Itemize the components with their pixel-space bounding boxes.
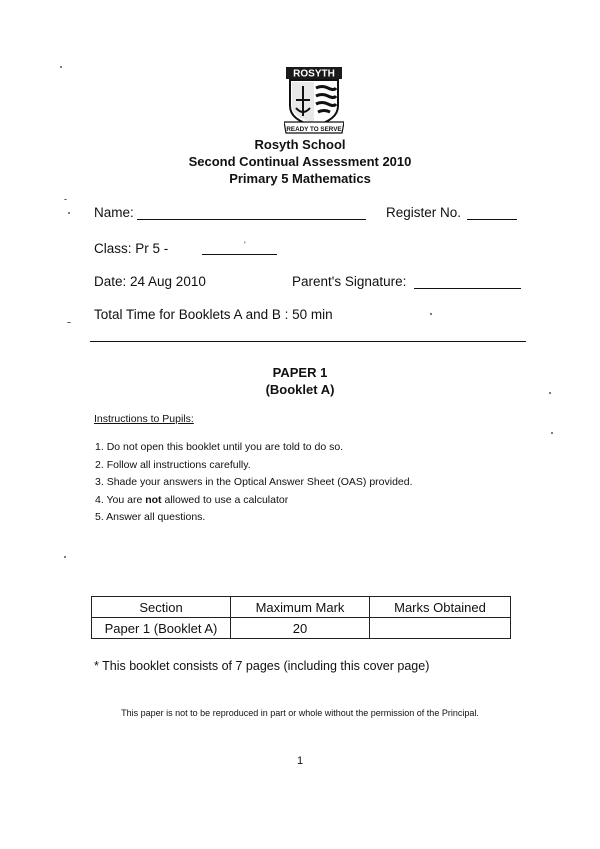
scan-speck xyxy=(67,322,71,323)
table-cell-section: Paper 1 (Booklet A) xyxy=(92,618,231,639)
signature-line xyxy=(414,288,521,289)
table-row xyxy=(92,618,511,639)
instruction-number: 4. xyxy=(95,493,104,506)
subject-title: Primary 5 Mathematics xyxy=(229,171,371,186)
table-header-marks-obtained: Marks Obtained xyxy=(370,597,511,618)
scan-speck xyxy=(64,199,67,200)
name-line xyxy=(137,219,366,220)
instruction-number: 2. xyxy=(95,458,104,471)
instruction-emphasis: not xyxy=(145,493,162,506)
signature-label: Parent's Signature: xyxy=(292,274,407,289)
instruction-text-pre: You are xyxy=(106,493,146,506)
instructions-list xyxy=(95,441,413,529)
table-cell-max-mark: 20 xyxy=(231,618,370,639)
instruction-item xyxy=(95,494,413,506)
assessment-title: Second Continual Assessment 2010 xyxy=(188,154,412,169)
paper-subtitle: (Booklet A) xyxy=(265,382,335,397)
marks-table xyxy=(91,596,511,639)
scan-speck xyxy=(60,66,62,68)
school-name: Rosyth School xyxy=(254,137,346,152)
copyright-notice: This paper is not to be reproduced in part or whole without the permission of the Principal. xyxy=(121,708,479,718)
instructions-heading: Instructions to Pupils: xyxy=(94,413,194,425)
class-label: Class: Pr 5 - xyxy=(94,241,169,256)
pages-note: * This booklet consists of 7 pages (including this cover page) xyxy=(94,659,430,673)
instruction-number: 5. xyxy=(95,511,104,523)
name-label: Name: xyxy=(94,205,134,220)
scan-speck xyxy=(430,313,432,315)
instruction-text-post: allowed to use a calculator xyxy=(161,493,289,506)
instruction-item xyxy=(95,511,413,523)
register-line xyxy=(467,219,517,220)
crest-banner: ROSYTH xyxy=(293,68,335,80)
instruction-text: Shade your answers in the Optical Answer Sheet (OAS) provided. xyxy=(106,476,413,488)
class-line xyxy=(202,254,277,255)
instruction-item xyxy=(95,459,413,471)
instruction-item xyxy=(95,441,413,453)
page-number: 1 xyxy=(296,755,304,767)
table-cell-marks-obtained xyxy=(370,618,511,639)
instruction-text: Answer all questions. xyxy=(106,511,206,523)
class-tick-mark: ' xyxy=(244,240,246,250)
instruction-number: 1. xyxy=(95,441,104,453)
school-crest xyxy=(284,66,344,134)
crest-motto: READY TO SERVE xyxy=(286,126,342,133)
crest-shield-icon xyxy=(284,66,344,134)
table-header-row xyxy=(92,597,511,618)
instruction-number: 3. xyxy=(95,476,104,488)
scan-speck xyxy=(64,556,66,558)
date-label: Date: 24 Aug 2010 xyxy=(94,274,206,289)
table-header-section: Section xyxy=(92,597,231,618)
register-label: Register No. xyxy=(386,205,462,220)
table-header-max-mark: Maximum Mark xyxy=(231,597,370,618)
section-divider xyxy=(90,341,526,342)
instruction-text: Do not open this booklet until you are told to do so. xyxy=(106,441,344,453)
instruction-item xyxy=(95,476,413,488)
scan-speck xyxy=(551,432,553,434)
scan-speck xyxy=(68,212,70,214)
scan-speck xyxy=(549,392,551,394)
total-time: Total Time for Booklets A and B : 50 min xyxy=(94,307,333,322)
paper-title: PAPER 1 xyxy=(272,365,328,380)
instruction-text: Follow all instructions carefully. xyxy=(106,458,251,471)
